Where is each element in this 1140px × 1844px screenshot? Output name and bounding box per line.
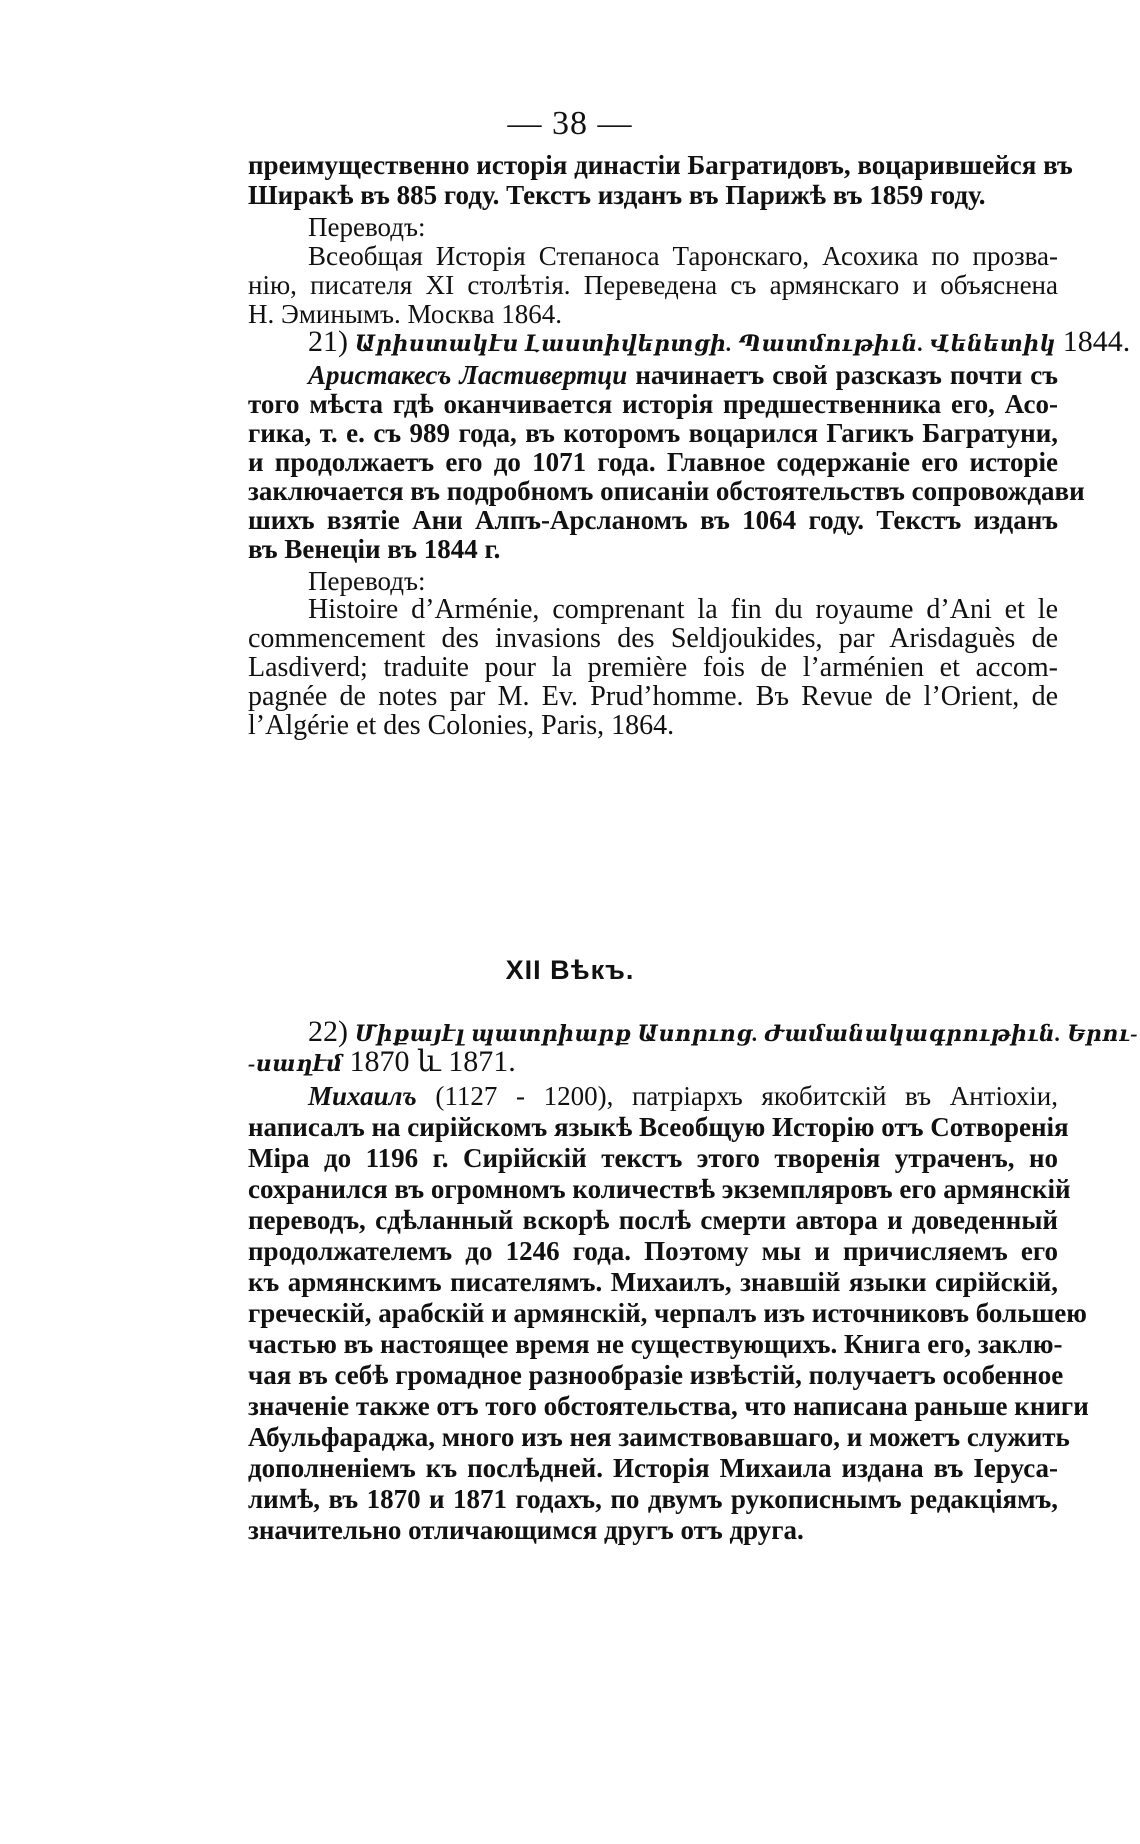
translation2-line-1: Histoire d’Arménie, comprenant la fin du royaume d’Ani et le bbox=[308, 594, 1058, 625]
entry21-line-2: того мѣста гдѣ оканчивается исторія предшественника его, Асо- bbox=[248, 389, 1058, 419]
entry21-heading bbox=[308, 325, 1131, 359]
entry21-number: 21) bbox=[308, 325, 348, 358]
entry22-heading-line-2 bbox=[248, 1047, 516, 1079]
entry22-line-13: дополненіемъ къ послѣдней. Исторія Михаила издана въ Іеруса- bbox=[248, 1453, 1058, 1483]
entry22-line-3: Міра до 1196 г. Сирійскій текстъ этого творенія утраченъ, но bbox=[248, 1143, 1058, 1173]
entry22-line-1-rest: (1127 - 1200), патріархъ якобитскій въ Антіохіи, bbox=[435, 1081, 1058, 1111]
entry21-armenian-title: Արիստակէս Լաստիվերտցի. Պատմութիւն. Վենետիկ bbox=[354, 331, 1056, 356]
entry22-armenian-title-2: -սաղէմ bbox=[248, 1051, 343, 1076]
translation1-label: Переводъ: bbox=[308, 212, 426, 242]
translation2-line-4: pagnée de notes par M. Ev. Prud’homme. Въ Revue de l’Orient, de bbox=[248, 681, 1058, 712]
entry21-line-1-rest: начинаетъ свой разсказъ почти съ bbox=[635, 360, 1059, 390]
entry22-years: 1870 և 1871. bbox=[349, 1045, 516, 1078]
translation2-line-2: commencement des invasions des Seldjoukides, par Arisdaguès de bbox=[248, 623, 1058, 654]
entry22-author: Михаилъ bbox=[308, 1081, 417, 1111]
entry22-line-8: греческій, арабскій и армянскій, черпалъ изъ источниковъ большею bbox=[248, 1298, 1087, 1328]
entry22-line-15: значительно отличающимся другъ отъ друга. bbox=[248, 1515, 804, 1545]
entry22-number: 22) bbox=[308, 1015, 348, 1048]
translation2-line-5: l’Algérie et des Colonies, Paris, 1864. bbox=[248, 710, 675, 741]
translation1-line-3: Н. Эминымъ. Москва 1864. bbox=[248, 299, 562, 329]
entry22-armenian-title-1: Միքայէլ պատրիարք Ասորւոց. Ժամանակագրութիւն. Երու- bbox=[354, 1021, 1139, 1046]
entry21-line-4: и продолжаетъ его до 1071 года. Главное содержаніе его исторіе bbox=[248, 447, 1058, 477]
entry22-line-10: чая въ себѣ громадное разнообразіе извѣстій, получаетъ особенное bbox=[248, 1360, 1064, 1390]
entry21-line-3: гика, т. е. съ 989 года, въ которомъ воцарился Гагикъ Багратуни, bbox=[248, 418, 1058, 448]
entry21-author: Аристакесъ Ластивертци bbox=[308, 360, 628, 390]
entry21-line-6: шихъ взятіе Ани Алпъ-Арсланомъ въ 1064 году. Текстъ изданъ bbox=[248, 505, 1058, 535]
section-heading: XII Вѣкъ. bbox=[505, 955, 635, 985]
entry22-line-6: продолжателемъ до 1246 года. Поэтому мы и причисляемъ его bbox=[248, 1236, 1058, 1266]
entry22-line-4: сохранился въ огромномъ количествѣ экземпляровъ его армянскій bbox=[248, 1174, 1071, 1204]
entry22-line-12: Абульфараджа, много изъ нея заимствовавшаго, и можетъ служить bbox=[248, 1422, 1070, 1452]
translation2-label: Переводъ: bbox=[308, 566, 426, 596]
entry22-line-7: къ армянскимъ писателямъ. Михаилъ, знавшій языки сирійскій, bbox=[248, 1267, 1058, 1297]
para1-line-2: Ширакѣ въ 885 году. Текстъ изданъ въ Парижѣ въ 1859 году. bbox=[248, 180, 986, 210]
entry22-line-1 bbox=[308, 1081, 1058, 1111]
entry21-year: 1844. bbox=[1062, 325, 1131, 358]
page-number: — 38 — bbox=[507, 105, 633, 142]
translation1-line-1: Всеобщая Исторія Степаноса Таронскаго, Асохика по прозва- bbox=[308, 241, 1058, 271]
entry22-line-5: переводъ, сдѣланный вскорѣ послѣ смерти автора и доведенный bbox=[248, 1205, 1058, 1235]
entry21-line-7: въ Венеціи въ 1844 г. bbox=[248, 534, 501, 564]
para1-line-1: преимущественно исторія династіи Багратидовъ, воцарившейся въ bbox=[248, 150, 1073, 180]
entry22-line-2: написалъ на сирійскомъ языкѣ Всеобщую Исторію отъ Сотворенія bbox=[248, 1112, 1069, 1142]
translation1-line-2: нію, писателя XI столѣтія. Переведена съ армянскаго и объяснена bbox=[248, 270, 1058, 300]
entry22-line-14: лимѣ, въ 1870 и 1871 годахъ, по двумъ рукописнымъ редакціямъ, bbox=[248, 1484, 1058, 1514]
entry22-line-9: частью въ настоящее время не существующихъ. Книга его, заклю- bbox=[248, 1329, 1063, 1359]
entry21-line-5: заключается въ подробномъ описаніи обстоятельствъ сопровождави bbox=[248, 476, 1085, 506]
entry21-line-1 bbox=[308, 360, 1058, 390]
entry22-line-11: значеніе также отъ того обстоятельства, что написана раньше книги bbox=[248, 1391, 1089, 1421]
translation2-line-3: Lasdiverd; traduite pour la première fois de l’arménien et accom- bbox=[248, 652, 1058, 683]
